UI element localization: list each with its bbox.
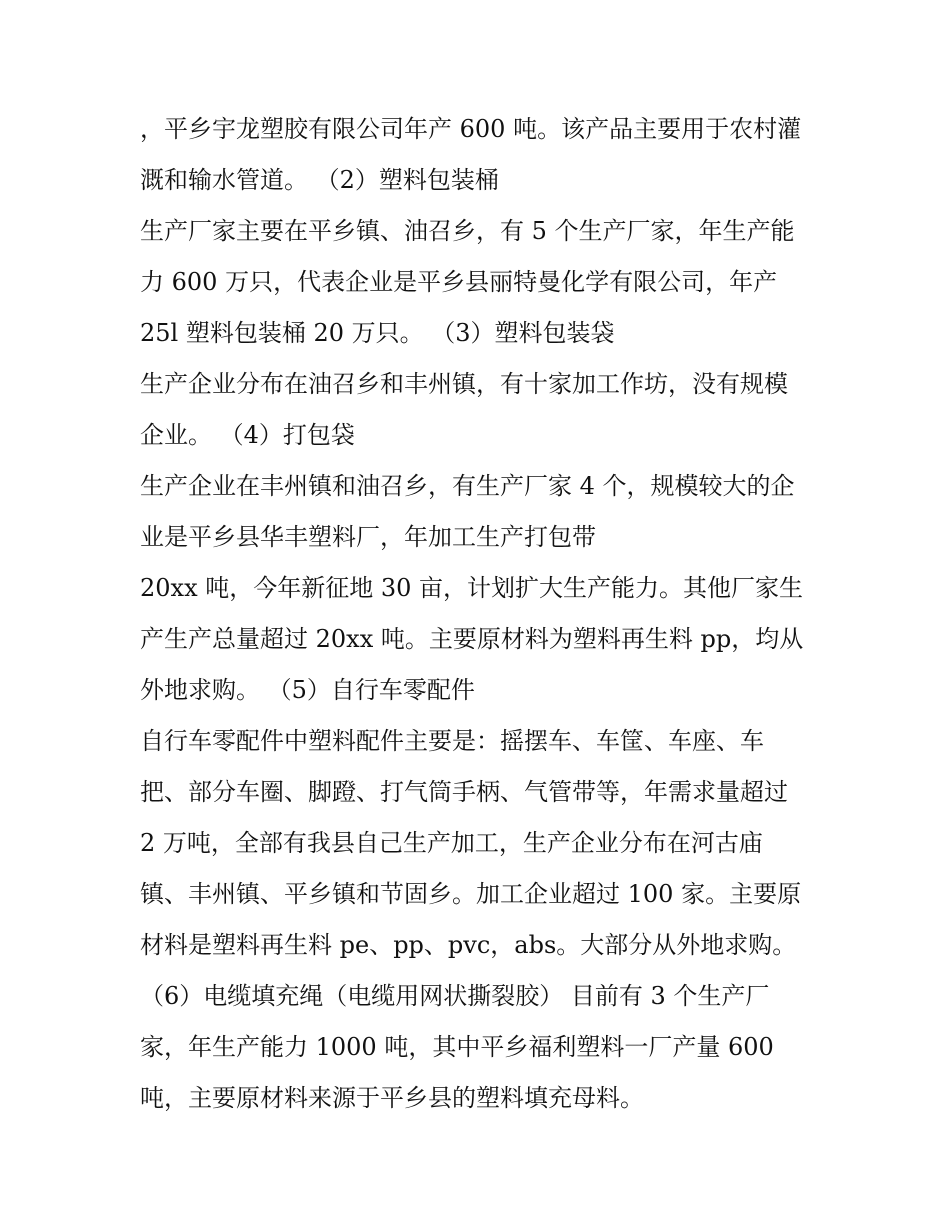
text-line: 生产厂家主要在平乡镇、油召乡，有 5 个生产厂家，年生产能 xyxy=(140,217,795,245)
text-line: 力 600 万只，代表企业是平乡县丽特曼化学有限公司，年产 xyxy=(140,268,778,296)
text-line: 生产企业在丰州镇和油召乡，有生产厂家 4 个，规模较大的企 xyxy=(140,472,795,500)
text-line: 25l 塑料包装桶 20 万只。 （3）塑料包装袋 xyxy=(140,319,615,347)
text-line: 镇、丰州镇、平乡镇和节固乡。加工企业超过 100 家。主要原 xyxy=(140,880,802,908)
text-line: 企业。 （4）打包袋 xyxy=(140,421,355,449)
text-line: 20xx 吨，今年新征地 30 亩，计划扩大生产能力。其他厂家生 xyxy=(140,574,804,602)
text-line: 把、部分车圈、脚蹬、打气筒手柄、气管带等，年需求量超过 xyxy=(140,778,788,806)
body-text xyxy=(140,104,830,1124)
text-line: 生产企业分布在油召乡和丰州镇，有十家加工作坊，没有规模 xyxy=(140,370,788,398)
text-line: 溉和输水管道。 （2）塑料包装桶 xyxy=(140,166,499,194)
text-line: 吨，主要原材料来源于平乡县的塑料填充母料。 xyxy=(140,1084,644,1112)
text-line: 外地求购。 （5）自行车零配件 xyxy=(140,676,475,704)
text-line: ，平乡宇龙塑胶有限公司年产 600 吨。该产品主要用于农村灌 xyxy=(140,115,802,143)
text-line: 家，年生产能力 1000 吨，其中平乡福利塑料一厂产量 600 xyxy=(140,1033,774,1061)
text-line: 业是平乡县华丰塑料厂，年加工生产打包带 xyxy=(140,523,596,551)
text-line: 产生产总量超过 20xx 吨。主要原材料为塑料再生料 pp，均从 xyxy=(140,625,804,653)
text-line: 材料是塑料再生料 pe、pp、pvc，abs。大部分从外地求购。 xyxy=(140,931,797,959)
text-line: 2 万吨，全部有我县自己生产加工，生产企业分布在河古庙 xyxy=(140,829,763,857)
text-line: 自行车零配件中塑料配件主要是：摇摆车、车筐、车座、车 xyxy=(140,727,764,755)
text-line: （6）电缆填充绳（电缆用网状撕裂胶） 目前有 3 个生产厂 xyxy=(140,982,770,1010)
